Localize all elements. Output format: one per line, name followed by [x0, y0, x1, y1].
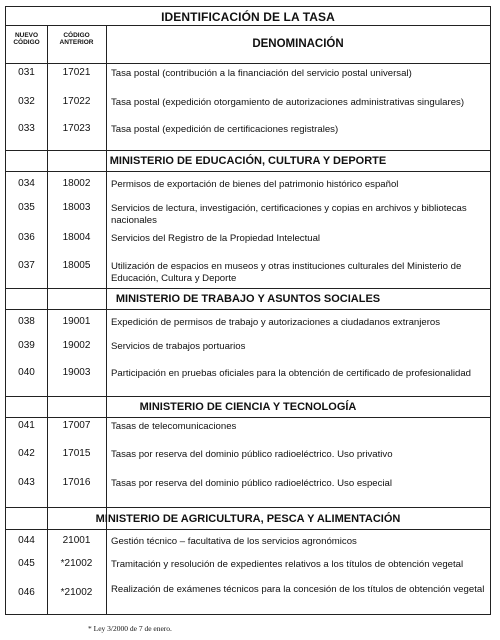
- tax-identification-table: [5, 6, 491, 615]
- row-old-code: 17007: [62, 420, 91, 431]
- row-new-code: 032: [18, 96, 35, 107]
- section-divider: [6, 529, 490, 530]
- row-old-code: 21001: [62, 535, 91, 546]
- header-old-code-line2: ANTERIOR: [59, 39, 94, 46]
- row-old-code: 17016: [62, 477, 91, 488]
- section-divider: [6, 417, 490, 418]
- row-new-code: 038: [18, 316, 35, 327]
- row-new-code: 036: [18, 232, 35, 243]
- row-denomination: Tasas de telecomunicaciones: [111, 421, 237, 432]
- row-denomination: Servicios del Registro de la Propiedad Intelectual: [111, 233, 321, 244]
- header-old-code: [47, 32, 106, 46]
- row-old-code: 17023: [62, 123, 91, 134]
- column-divider-2: [106, 25, 107, 614]
- header-divider: [6, 63, 490, 64]
- section-title-labour: MINISTERIO DE TRABAJO Y ASUNTOS SOCIALES: [115, 293, 381, 305]
- row-new-code: 039: [18, 340, 35, 351]
- row-old-code: 18003: [62, 202, 91, 213]
- row-new-code: 041: [18, 420, 35, 431]
- row-old-code: 19002: [62, 340, 91, 351]
- row-new-code: 043: [18, 477, 35, 488]
- row-new-code: 042: [18, 448, 35, 459]
- footnote: * Ley 3/2000 de 7 de enero.: [88, 624, 172, 633]
- row-denomination: Gestión técnico – facultativa de los servicios agronómicos: [111, 536, 357, 547]
- section-title-science: MINISTERIO DE CIENCIA Y TECNOLOGÍA: [139, 401, 357, 413]
- section-divider: [6, 171, 490, 172]
- row-old-code: 17015: [62, 448, 91, 459]
- row-denomination: Tasa postal (expedición otorgamiento de autorizaciones administrativas singulares): [111, 97, 465, 108]
- row-new-code: 033: [18, 123, 35, 134]
- row-new-code: 035: [18, 202, 35, 213]
- table-title: IDENTIFICACIÓN DE LA TASA: [161, 10, 335, 24]
- row-old-code: 18004: [62, 232, 91, 243]
- header-new-code-line1: NUEVO: [14, 32, 39, 39]
- row-old-code: 18002: [62, 178, 91, 189]
- section-title-agriculture: MINISTERIO DE AGRICULTURA, PESCA Y ALIMENTACIÓN: [95, 513, 401, 525]
- section-title-education: MINISTERIO DE EDUCACIÓN, CULTURA Y DEPORTE: [109, 155, 387, 167]
- row-new-code: 034: [18, 178, 35, 189]
- section-divider: [6, 507, 490, 508]
- row-denomination: Tasas por reserva del dominio público radioeléctrico. Uso privativo: [111, 449, 393, 460]
- row-denomination: Expedición de permisos de trabajo y autorizaciones a ciudadanos extranjeros: [111, 317, 441, 328]
- row-denomination: Permisos de exportación de bienes del patrimonio histórico español: [111, 179, 399, 190]
- header-denomination: DENOMINACIÓN: [252, 38, 344, 50]
- section-divider: [6, 309, 490, 310]
- row-old-code: 18005: [62, 260, 91, 271]
- row-denomination: Servicios de trabajos portuarios: [111, 341, 246, 352]
- row-new-code: 040: [18, 367, 35, 378]
- row-old-code: 19001: [62, 316, 91, 327]
- row-old-code: 19003: [62, 367, 91, 378]
- section-divider: [6, 288, 490, 289]
- row-denomination: Tasa postal (contribución a la financiación del servicio postal universal): [111, 68, 412, 79]
- row-old-code: *21002: [60, 558, 93, 569]
- section-divider: [6, 150, 490, 151]
- header-old-code-line1: CÓDIGO: [63, 32, 90, 39]
- row-old-code: 17022: [62, 96, 91, 107]
- header-new-code-line2: CÓDIGO: [13, 39, 40, 46]
- row-denomination: Servicios de lectura, investigación, certificaciones y copias en archivos y bibliotecas nacionales: [111, 203, 467, 226]
- title-divider: [6, 25, 490, 26]
- row-new-code: 044: [18, 535, 35, 546]
- row-denomination: Tramitación y resolución de expedientes relativos a los títulos de obtención vegetal: [111, 559, 464, 570]
- row-denomination: Tasa postal (expedición de certificaciones registrales): [111, 124, 339, 135]
- header-new-code: [6, 32, 47, 46]
- row-denomination: Utilización de espacios en museos y otras instituciones culturales del Ministerio de Educación, Cultura y Deporte: [111, 261, 462, 284]
- row-denomination: Participación en pruebas oficiales para la obtención de certificado de profesionalidad: [111, 368, 471, 379]
- row-denomination: Tasas por reserva del dominio público radioeléctrico. Uso especial: [111, 478, 393, 489]
- row-old-code: 17021: [62, 67, 91, 78]
- section-divider: [6, 396, 490, 397]
- row-new-code: 045: [18, 558, 35, 569]
- row-new-code: 046: [18, 587, 35, 598]
- row-denomination: Realización de exámenes técnicos para la concesión de los títulos de obtención vegetal: [111, 584, 485, 595]
- row-new-code: 031: [18, 67, 35, 78]
- row-old-code: *21002: [60, 587, 93, 598]
- row-new-code: 037: [18, 260, 35, 271]
